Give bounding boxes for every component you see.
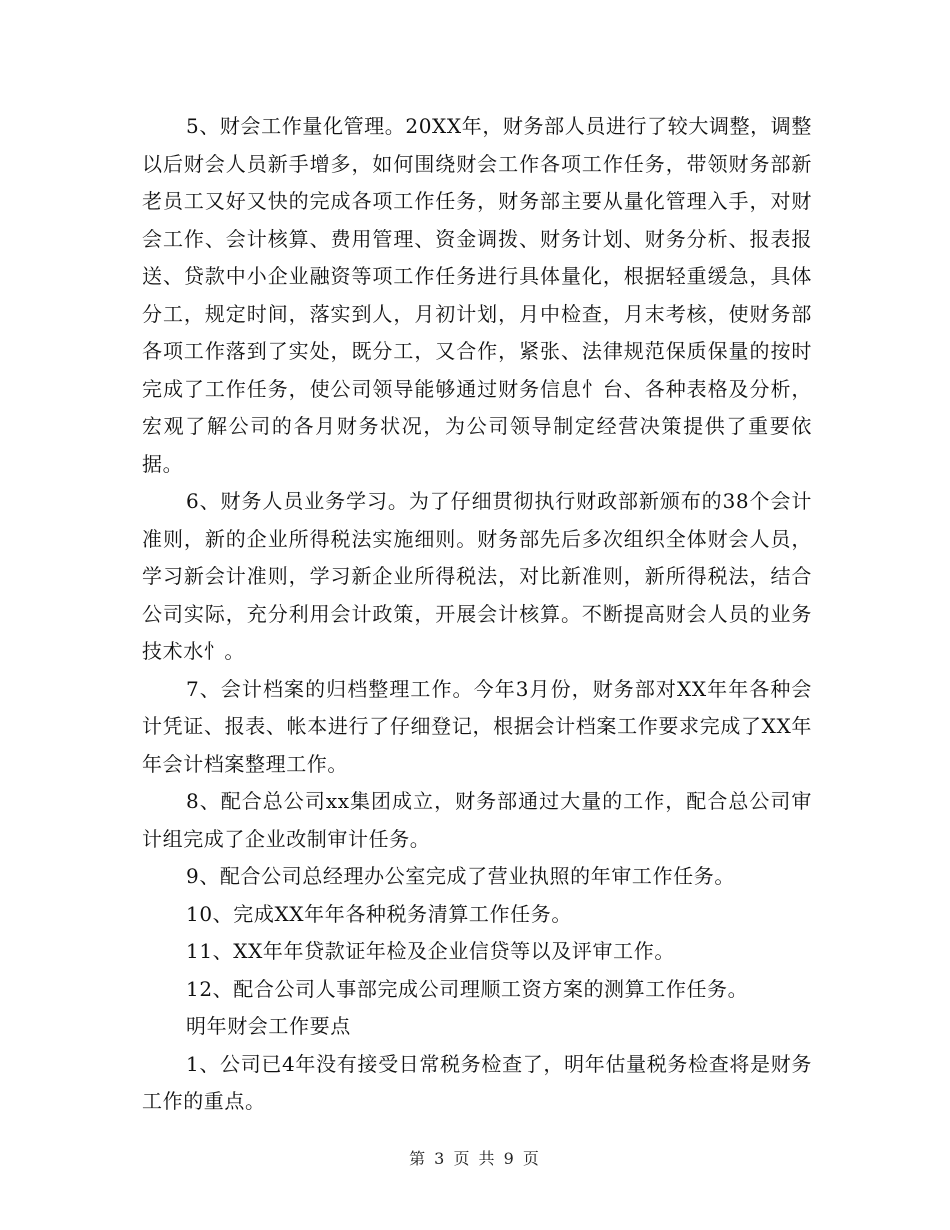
paragraph-staff-study: 6、财务人员业务学习。为了仔细贯彻执行财政部新颁布的38个会计准则，新的企业所得税法实施细则。财务部先后多次组织全体财会人员，学习新会计准则，学习新企业所得税法，对比新准则，新所得税法，结合公司实际，充分利用会计政策，开展会计核算。不断提高财会人员的业务技术水忄。 bbox=[142, 489, 812, 663]
paragraph-group-audit: 8、配合总公司xx集团成立，财务部通过大量的工作，配合总公司审计组完成了企业改制审计任务。 bbox=[142, 789, 812, 851]
page-number-footer: 第 3 页 共 9 页 bbox=[409, 1149, 541, 1168]
document-body bbox=[142, 108, 812, 1121]
paragraph-quantified-management: 5、财会工作量化管理。20XX年，财务部人员进行了较大调整，调整以后财会人员新手增多，如何围绕财会工作各项工作任务，带领财务部新老员工又好又快的完成各项工作任务，财务部主要从量化管理入手，对财会工作、会计核算、费用管理、资金调拨、财务计划、财务分析、报表报送、贷款中小企业融资等项工作任务进行具体量化，根据轻重缓急，具体分工，规定时间，落实到人，月初计划，月中检查，月末考核，使财务部各项工作落到了实处，既分工，又合作，紧张、法律规范保质保量的按时完成了工作任务，使公司领导能够通过财务信息忄台、各种表格及分析，宏观了解公司的各月财务状况，为公司领导制定经营决策提供了重要依据。 bbox=[142, 114, 812, 476]
section-heading-next-year: 明年财会工作要点 bbox=[186, 1014, 351, 1038]
paragraph-license-review: 9、配合公司总经理办公室完成了营业执照的年审工作任务。 bbox=[186, 864, 735, 888]
paragraph-loan-certificate: 11、XX年年贷款证年检及企业信贷等以及评审工作。 bbox=[186, 939, 675, 963]
paragraph-tax-inspection: 1、公司已4年没有接受日常税务检查了，明年估量税务检查将是财务工作的重点。 bbox=[142, 1051, 812, 1113]
paragraph-salary-plan: 12、配合公司人事部完成公司理顺工资方案的测算工作任务。 bbox=[186, 976, 749, 1001]
paragraph-archive: 7、会计档案的归档整理工作。今年3月份，财务部对XX年年各种会计凭证、报表、帐本进行了仔细登记，根据会计档案工作要求完成了XX年年会计档案整理工作。 bbox=[142, 676, 812, 776]
paragraph-tax-clearing: 10、完成XX年年各种税务清算工作任务。 bbox=[186, 901, 572, 926]
